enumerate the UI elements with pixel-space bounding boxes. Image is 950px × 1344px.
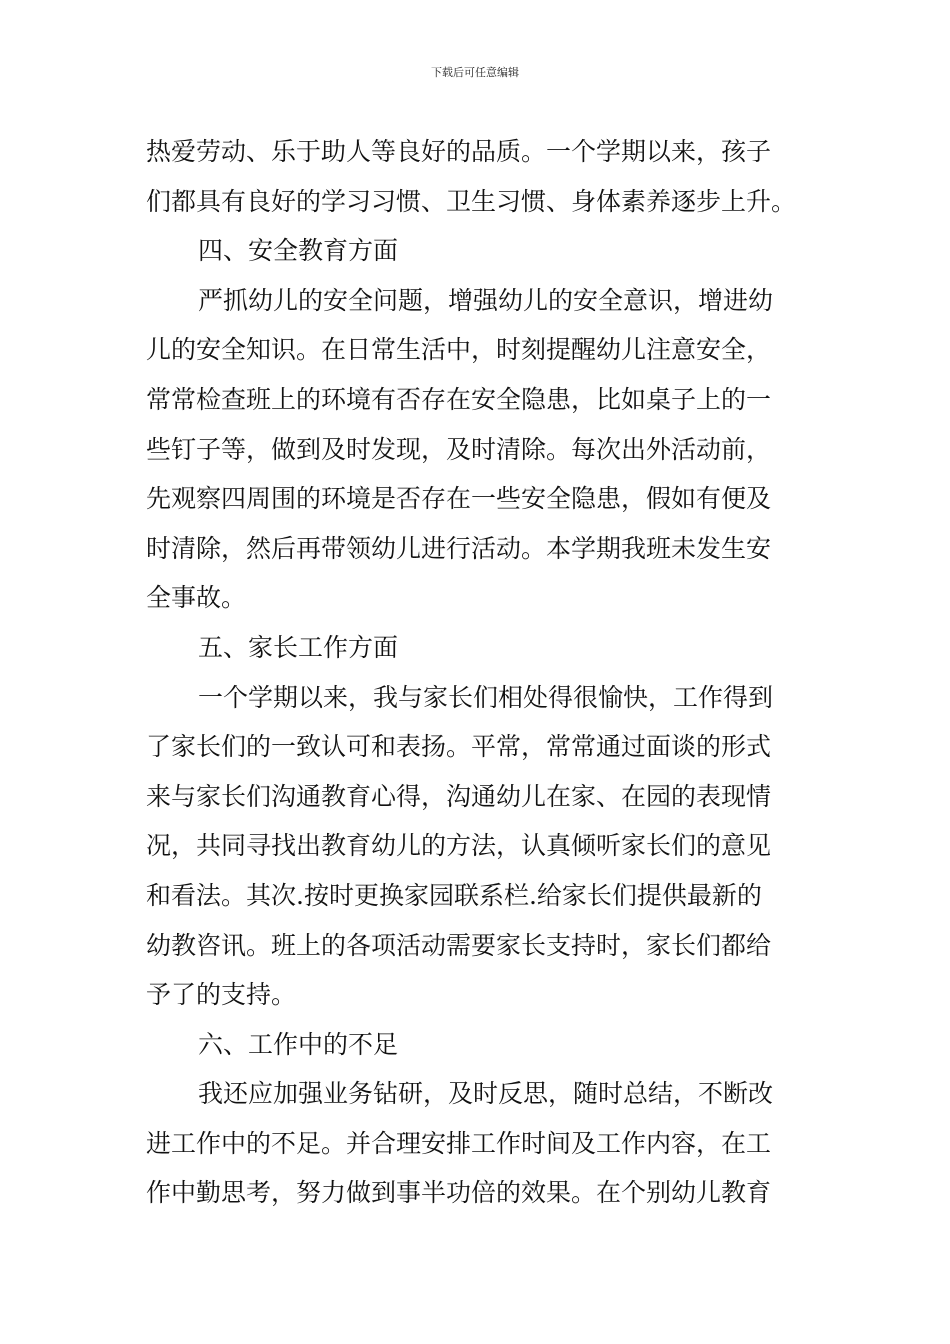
paragraph-start: 一个学期以来，我与家长们相处得很愉快，工作得到	[198, 682, 774, 712]
page-header: 下载后可任意编辑	[431, 66, 519, 79]
text-line: 作中勤思考，努力做到事半功倍的效果。在个别幼儿教育	[146, 1178, 772, 1208]
text-line: 予了的支持。	[146, 980, 297, 1010]
document-body	[146, 127, 812, 1218]
section-heading: 五、家长工作方面	[198, 632, 399, 662]
text-line: 来与家长们沟通教育心得，沟通幼儿在家、在园的表现情	[146, 781, 772, 811]
text-line: 了家长们的一致认可和表扬。平常，常常通过面谈的形式	[146, 732, 772, 762]
text-line: 全事故。	[146, 583, 247, 613]
section-heading: 六、工作中的不足	[198, 1029, 399, 1059]
paragraph-start: 我还应加强业务钻研，及时反思，随时总结，不断改	[198, 1079, 774, 1109]
text-line: 时清除，然后再带领幼儿进行活动。本学期我班未发生安	[146, 533, 772, 563]
text-line: 常常检查班上的环境有否存在安全隐患，比如桌子上的一	[146, 384, 772, 414]
text-line: 热爱劳动、乐于助人等良好的品质。一个学期以来，孩子	[146, 137, 772, 166]
text-line: 和看法。其次.按时更换家园联系栏.给家长们提供最新的	[146, 880, 762, 910]
text-line: 些钉子等，做到及时发现，及时清除。每次出外活动前，	[146, 434, 772, 464]
text-line: 们都具有良好的学习习惯、卫生习惯、身体素养逐步上升。	[146, 186, 797, 216]
paragraph-start: 严抓幼儿的安全问题，增强幼儿的安全意识，增进幼	[198, 285, 774, 315]
text-line: 先观察四周围的环境是否存在一些安全隐患，假如有便及	[146, 484, 772, 514]
section-heading: 四、安全教育方面	[198, 236, 399, 266]
text-line: 况，共同寻找出教育幼儿的方法，认真倾听家长们的意见	[146, 831, 772, 861]
text-line: 幼教咨讯。班上的各项活动需要家长支持时，家长们都给	[146, 930, 772, 960]
text-line: 进工作中的不足。并合理安排工作时间及工作内容，在工	[146, 1128, 772, 1158]
text-line: 儿的安全知识。在日常生活中，时刻提醒幼儿注意安全，	[146, 335, 772, 365]
